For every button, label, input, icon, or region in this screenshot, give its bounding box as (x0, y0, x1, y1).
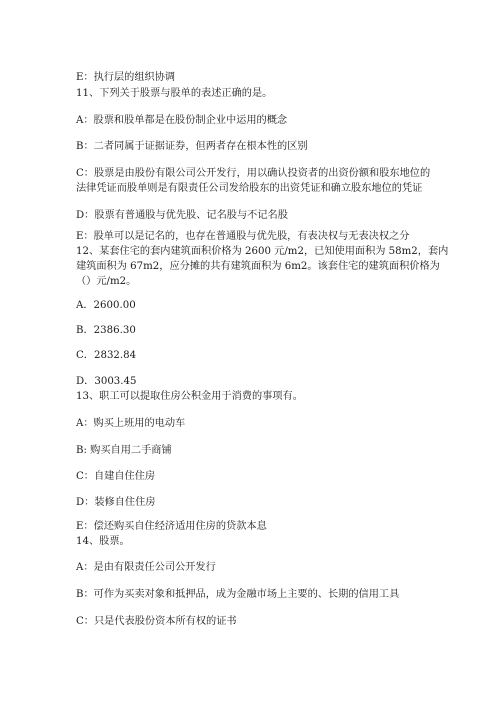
question-14: 14、股票。 (76, 536, 130, 547)
option-b-q11: B：二者同属于证据证券，但两者存在根本性的区别 (76, 141, 308, 152)
question-12-line1: 12、某套住宅的套内建筑面积价格为 2600 元/m2，已知使用面积为 58m2，套内 (76, 246, 449, 257)
option-c-q14: C：只是代表股份资本所有权的证书 (76, 616, 237, 627)
option-c-q11-line1: C：股票是由股份有限公司公开发行，用以确认投资者的出资份额和股东地位的 (76, 168, 431, 179)
option-a-q14: A：是由有限责任公司公开发行 (76, 562, 216, 573)
option-b-q12: B．2386.30 (76, 325, 136, 336)
option-d-q12: D．3003.45 (76, 376, 137, 387)
question-12-line2: 建筑面积为 67m2，应分摊的共有建筑面积为 6m2。该套住宅的建筑面积价格为 (76, 261, 440, 272)
option-e-q13: E：偿还购买自住经济适用住房的贷款本息 (76, 521, 267, 532)
option-c-q12: C．2832.84 (76, 350, 137, 361)
question-13: 13、职工可以提取住房公积金用于消费的事项有。 (76, 391, 303, 402)
option-e-q11: E：股单可以是记名的，也存在普通股与优先股，有表决权与无表决权之分 (76, 231, 410, 242)
option-e-q10: E：执行层的组织协调 (76, 72, 176, 83)
option-a-q12: A．2600.00 (76, 300, 136, 311)
question-12-line3: （）元/m2。 (76, 276, 137, 287)
option-a-q13: A：购买上班用的电动车 (76, 418, 186, 429)
option-c-q13: C：自建自住住房 (76, 471, 156, 482)
option-b-q13: B: 购买自用二手商铺 (76, 445, 172, 456)
option-c-q11-line2: 法律凭证而股单则是有限责任公司发给股东的出资凭证和确立股东地位的凭证 (76, 183, 423, 194)
option-a-q11: A：股票和股单都是在股份制企业中运用的概念 (76, 115, 288, 126)
option-b-q14: B：可作为买卖对象和抵押品，成为金融市场上主要的、长期的信用工具 (76, 589, 400, 600)
option-d-q11: D：股票有普通股与优先股、记名股与不记名股 (76, 210, 288, 221)
question-11: 11、下列关于股票与股单的表述正确的是。 (76, 88, 273, 99)
option-d-q13: D：装修自住住房 (76, 497, 156, 508)
